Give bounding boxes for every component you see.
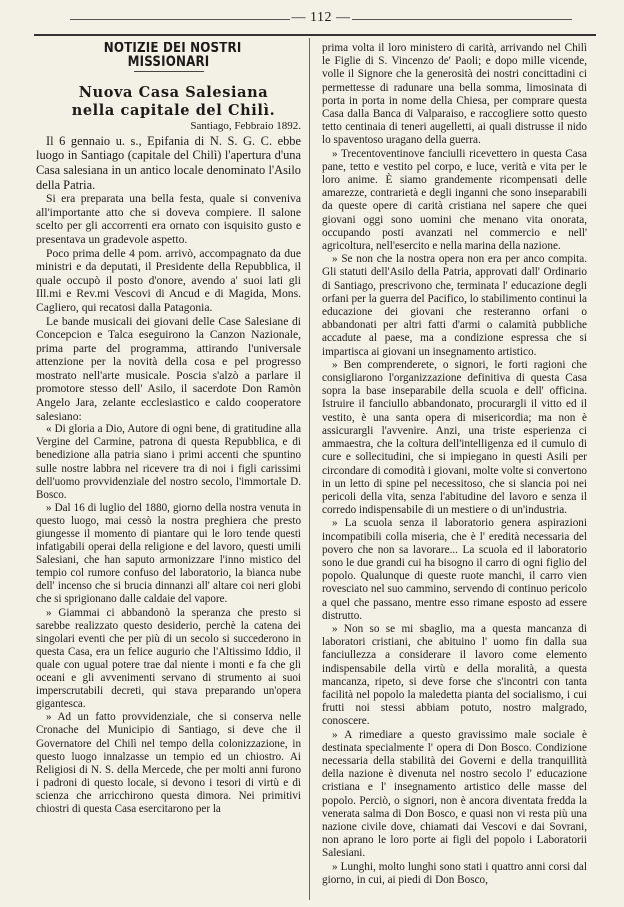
paragraph: » Ad un fatto provvidenziale, che si conserva nelle Cronache del Municipio di Santiago, si deve che il Governatore del Chilì nel tempo della colonizzazione, in questo luogo innalzasse un tempio ed un chiostro. Ai Religiosi di N. S. della Mercede, che per molti anni furono i padroni di questo locale, si devono i tesori di virtù e di scienza che arricchirono questa dimora. Nei primitivi chiostri di questa Casa esercitarono per la <box>36 711 301 815</box>
paragraph: » Dal 16 di luglio del 1880, giorno della nostra venuta in questo luogo, mai cessò la nostra preghiera che presto giungesse il momento di piantare qui le loro tende questi infatigabili operai della religione e del lavoro, questi umili Salesiani, che han saputo armonizzare l'inno mistico del tempio col rumore confuso del laboratorio, la bianca nube dell' incenso che si brucia dinnanzi all' altare coi neri globi che si sprigionano dalle caldaie del vapore. <box>36 501 301 606</box>
paragraph: » Non so se mi sbaglio, ma a questa mancanza di laboratori cristiani, che abituino l' uomo fin dalla sua fanciullezza a considerare il lavoro come elemento indispensabile della virtù e della moralità, a questa mancanza, ripeto, si deve forse che s'incontri con tanta facilità nel popolo la maledetta pianta del socialismo, i cui frutti noi stessi abbiam potuto, nostro malgrado, conoscere. <box>322 622 587 728</box>
dateline: Santiago, Febbraio 1892. <box>190 120 301 133</box>
paragraph: » Lunghi, molto lunghi sono stati i quattro anni corsi dal giorno, in cui, ai piedi di Don Bosco, <box>322 860 587 886</box>
page-number: — 112 — <box>291 10 351 25</box>
header-rule-left <box>70 19 290 20</box>
paragraph: Le bande musicali dei giovani delle Case Salesiane di Concepcion e Talca eseguirono la Canzon Nazionale, prima parte del programma, attirando l'universale attenzione per la novità della cosa e pel progresso mostrato nell'arte musicale. Poscia s'alzò a parlare il promotore stesso dell' Asilo, il sacerdote Don Ramòn Angelo Jara, zelante ecclesiastico e caldo cooperatore salesiano: <box>36 314 301 423</box>
right-column <box>322 42 587 900</box>
paragraph: Il 6 gennaio u. s., Epifania di N. S. G. C. ebbe luogo in Santiago (capitale del Chilì) l'apertura d'una Casa salesiana in un antico locale denominato l'Asilo della Patria. <box>36 133 301 192</box>
paragraph: Poco prima delle 4 pom. arrivò, accompagnato da due ministri e da deputati, il Presidente della Repubblica, il quale occupò il posto d'onore, avendo a' suoi lati gli Ill.mi e Rev.mi Vescovi di Ancud e di Magida, Mons. Cagliero, qui recatosi dalla Patagonia. <box>36 246 301 314</box>
title-rule <box>134 71 204 72</box>
top-divider <box>34 34 596 36</box>
paragraph: « Di gloria a Dio, Autore di ogni bene, di gratitudine alla Vergine del Carmine, patrona di questa Repubblica, e di benedizione alla patria siano i primi accenti che spuntino sulle nostre labbra nel ricevere tra di noi i figli carissimi dell'uomo provvidenziale del nostro secolo, l'immortale D. Bosco. <box>36 423 301 501</box>
paragraph: » Ben comprenderete, o signori, le forti ragioni che consigliarono l'organizzazione definitiva di questa Casa sopra la base inseparabile della scuola e dell' officina. Istruire il fanciullo abbandonato, procurargli il vitto ed il vestito, è una santa opera di misericordia; ma non è assicurargli l'avvenire. Anzi, una triste esperienza ci ammaestra, che la coltura dell'intelligenza ed il cumulo di cure e sollecitudini, che si impiegano in questi Asili per circondare di comodità i giovani, molte volte si convertono in un letto di spine pel necessitoso, che si slancia poi nei pericoli della vita, senza l'abitudine del lavoro e senza il corredo indispensabile di un mestiere o di un'industria. <box>322 358 587 517</box>
column-divider <box>309 38 310 900</box>
paragraph: » La scuola senza il laboratorio genera aspirazioni incompatibili colla miseria, che è l' eredità necessaria del povero che non sa lavorare... La scuola ed il laboratorio sono le due grandi cui ha bisogno il carro di ogni figlio del popolo. Qualunque di queste ruote manchi, il carro vien rovesciato nel suo cammino, servendo di continuo pericolo a quel che passano, mentre esso rimane esposto ad essere distrutto. <box>322 517 587 622</box>
paragraph: » Giammai ci abbandonò la speranza che presto si sarebbe realizzato questo desiderio, perchè la catena dei singolari eventi che per più di un secolo si succederono in questa Casa, era un felice augurio che l'Altissimo Iddio, il quale con ugual potere trae dal niente i monti e fa che gli oceani e gli avvenimenti servano di strumento ai suoi imperscrutabili decreti, qui stava preparando un'opera gigantesca. <box>36 606 301 711</box>
paragraph: » Trecentoventinove fanciulli ricevettero in questa Casa pane, tetto e vestito pel corpo, e luce, verità e vita per le loro anime. È siamo grandemente ricompensati delle amarezze, contrarietà e degli inganni che sono inseparabili da queste opere di carità cristiana nel sapere che quei giovani oggi sono uomini che menano vita onorata, occupando posti avanzati nel commercio e nell' agricoltura, nell'esercito e nella marina della nazione. <box>322 147 587 253</box>
left-column <box>36 42 301 900</box>
header-rule-right <box>352 19 572 20</box>
paragraph: prima volta il loro ministero di carità, arrivando nel Chilì le Figlie di S. Vincenzo de' Paoli; e dopo mille vicende, volle il Signore che la generosità dei nostri concittadini ci permettesse di radunare una bella somma, limosinata di porta in porta in nome della Chiesa, per comprare questa Casa dalla Banca di Valparaiso, e raccogliere sotto questo tetto centinaia di teneri augelletti, ai quali distrusse il nido lo spaventoso uragano della guerra. <box>322 42 587 147</box>
paragraph: » Se non che la nostra opera non era per anco compita. Gli statuti dell'Asilo della Patria, approvati dall' Ordinario di Santiago, prescrivono che, terminata l' educazione degli orfani per la guerra del Pacifico, lo stabilimento continui la educazione dei giovani che resteranno orfani o abbandonati per altri fatti d'armi o calamità pubbliche accadute al paese, ma a condizione espressa che si impartisca ai giovani un insegnamento artistico. <box>322 253 587 358</box>
paragraph: » A rimediare a questo gravissimo male sociale è destinata specialmente l' opera di Don Bosco. Condizione necessaria della stabilità dei Governi e della tranquillità della nazione è divenuta nel nostro secolo l' educazione cristiana e l' insegnamento artistico delle masse del popolo. Perciò, o signori, non è ancora diventata fredda la venerata salma di Don Bosco, e quasi non vi resta più una nazione civile dove, chiamati dai Vescovi e dai Sovrani, non aprano le loro porte ai figli del popolo i Laboratorii Salesiani. <box>322 728 587 860</box>
paragraph: Si era preparata una bella festa, quale si conveniva all'importante atto che si doveva compiere. Il salone scelto per gli accorrenti era ornato con isquisito gusto e presentava un gradevole aspetto. <box>36 192 301 246</box>
article-title-line2: nella capitale del Chilì. <box>71 102 276 120</box>
article-title-line1: Nuova Casa Salesiana <box>78 84 269 102</box>
section-title: NOTIZIE DEI NOSTRI MISSIONARI <box>103 42 242 70</box>
